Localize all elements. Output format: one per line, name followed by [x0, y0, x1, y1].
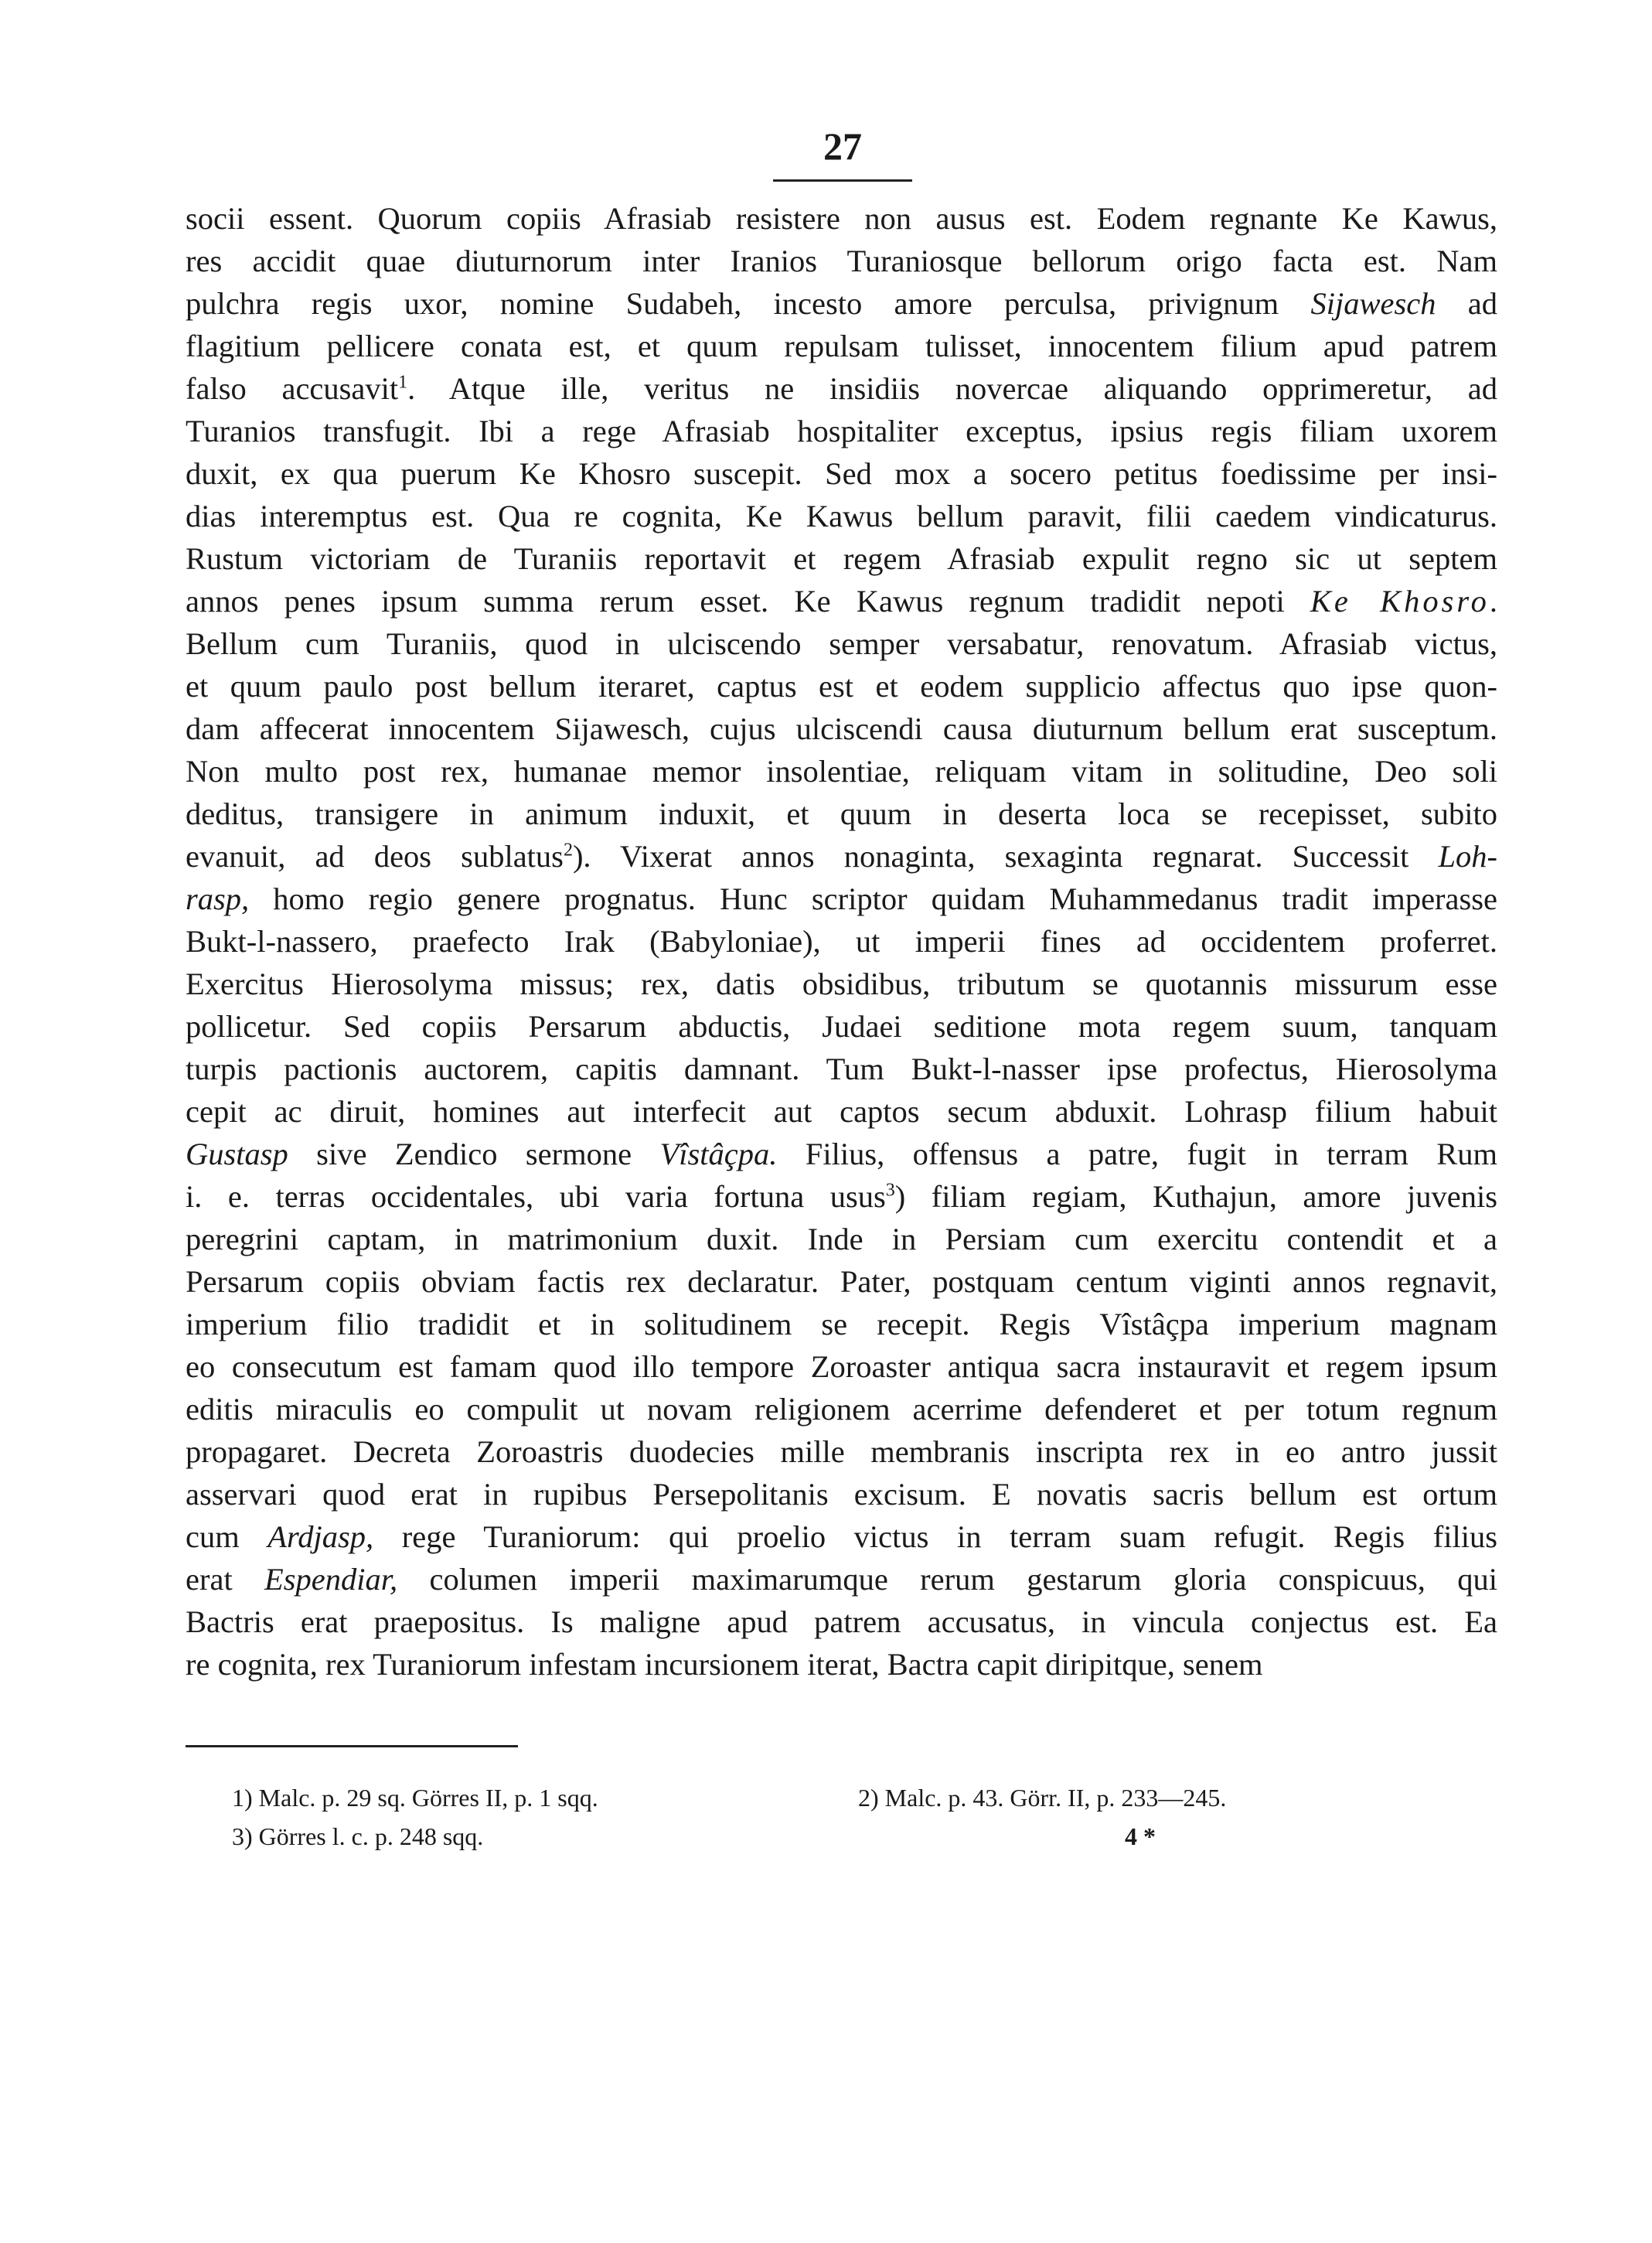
text-line: res accidit quae diuturnorum inter Iranios Turaniosque bellorum origo facta est. Nam — [186, 244, 1497, 278]
text-line: Turanios transfugit. Ibi a rege Afrasiab hospitaliter exceptus, ipsius regis filiam uxorem — [186, 414, 1497, 448]
text-line: deditus, transigere in animum induxit, et quum in deserta loca se recepisset, subito — [186, 796, 1497, 831]
footnote-row — [186, 1778, 1497, 1817]
text-line: Non multo post rex, humanae memor insolentiae, reliquam vitam in solitudine, Deo soli — [186, 754, 1497, 789]
text-line: i. e. terras occidentales, ubi varia fortuna usus$^3$) filiam regiam, Kuthajun, amore juvenis — [186, 1179, 1497, 1214]
text-line: Exercitus Hierosolyma missus; rex, datis obsidibus, tributum se quotannis missurum esse — [186, 966, 1497, 1001]
text-line: duxit, ex qua puerum Ke Khosro suscepit. Sed mox a socero petitus foedissime per insi- — [186, 456, 1497, 491]
text-line: evanuit, ad deos sublatus$^2$). Vixerat annos nonaginta, sexaginta regnarat. Successit Loh- — [186, 839, 1497, 874]
text-line: dias interemptus est. Qua re cognita, Ke Kawus bellum paravit, filii caedem vindicaturus. — [186, 499, 1497, 533]
text-line: et quum paulo post bellum iteraret, captus est et eodem supplicio affectus quo ipse quon- — [186, 669, 1497, 704]
text-line: editis miraculis eo compulit ut novam religionem acerrime defenderet et per totum regnum — [186, 1392, 1497, 1427]
footnote-row — [186, 1817, 1497, 1856]
text-line: socii essent. Quorum copiis Afrasiab resistere non ausus est. Eodem regnante Ke Kawus, — [186, 201, 1497, 236]
body-text — [186, 197, 1497, 1686]
text-line: erat Espendiar, columen imperii maximarumque rerum gestarum gloria conspicuus, qui — [186, 1562, 1497, 1597]
text-line: re cognita, rex Turaniorum infestam incursionem iterat, Bactra capit diripitque, senem — [186, 1647, 1263, 1682]
page-number: 27 — [823, 124, 862, 168]
signature-mark: 4 * — [1125, 1822, 1156, 1850]
footnote-rule — [186, 1745, 518, 1747]
footnote-3: 3) Görres l. c. p. 248 sqq. — [232, 1822, 484, 1850]
page-number-rule — [773, 179, 912, 182]
text-line: peregrini captam, in matrimonium duxit. Inde in Persiam cum exercitu contendit et a — [186, 1222, 1497, 1256]
text-line: falso accusavit$^1$. Atque ille, veritus ne insidiis novercae aliquando opprimeretur, ad — [186, 371, 1497, 406]
text-line: Rustum victoriam de Turaniis reportavit et regem Afrasiab expulit regno sic ut septem — [186, 541, 1497, 576]
text-line: cepit ac diruit, homines aut interfecit aut captos secum abduxit. Lohrasp filium habuit — [186, 1094, 1497, 1129]
text-line: imperium filio tradidit et in solitudinem se recepit. Regis Vîstâçpa imperium magnam — [186, 1307, 1497, 1341]
text-line: Gustasp sive Zendico sermone Vîstâçpa. Filius, offensus a patre, fugit in terram Rum — [186, 1137, 1497, 1171]
text-line: cum Ardjasp, rege Turaniorum: qui proelio victus in terram suam refugit. Regis filius — [186, 1519, 1497, 1554]
text-line: pollicetur. Sed copiis Persarum abductis, Judaei seditione mota regem suum, tanquam — [186, 1009, 1497, 1044]
text-line: Bukt-l-nassero, praefecto Irak (Babyloniae), ut imperii fines ad occidentem proferret. — [186, 924, 1497, 959]
footnote-1: 1) Malc. p. 29 sq. Görres II, p. 1 sqq. — [232, 1784, 598, 1812]
text-line: pulchra regis uxor, nomine Sudabeh, incesto amore perculsa, privignum Sijawesch ad — [186, 286, 1497, 321]
text-line: flagitium pellicere conata est, et quum repulsam tulisset, innocentem filium apud patrem — [186, 329, 1497, 363]
text-line: dam affecerat innocentem Sijawesch, cujus ulciscendi causa diuturnum bellum erat susceptum. — [186, 711, 1497, 746]
text-line: annos penes ipsum summa rerum esset. Ke Kawus regnum tradidit nepoti Ke Khosro. — [186, 584, 1497, 619]
footnotes — [186, 1778, 1497, 1856]
footnote-2: 2) Malc. p. 43. Görr. II, p. 233—245. — [858, 1784, 1227, 1812]
text-line: Persarum copiis obviam factis rex declaratur. Pater, postquam centum viginti annos regnavit, — [186, 1264, 1497, 1299]
text-line: turpis pactionis auctorem, capitis damnant. Tum Bukt-l-nasser ipse profectus, Hierosolyma — [186, 1052, 1497, 1086]
text-line: Bactris erat praepositus. Is maligne apud patrem accusatus, in vincula conjectus est. Ea — [186, 1604, 1497, 1639]
text-line: propagaret. Decreta Zoroastris duodecies mille membranis inscripta rex in eo antro jussit — [186, 1434, 1497, 1469]
text-line: asservari quod erat in rupibus Persepolitanis excisum. E novatis sacris bellum est ortum — [186, 1477, 1497, 1512]
text-line: eo consecutum est famam quod illo tempore Zoroaster antiqua sacra instauravit et regem ipsum — [186, 1349, 1497, 1384]
text-line: rasp, homo regio genere prognatus. Hunc scriptor quidam Muhammedanus tradit imperasse — [186, 881, 1497, 916]
text-line: Bellum cum Turaniis, quod in ulciscendo semper versabatur, renovatum. Afrasiab victus, — [186, 626, 1497, 661]
